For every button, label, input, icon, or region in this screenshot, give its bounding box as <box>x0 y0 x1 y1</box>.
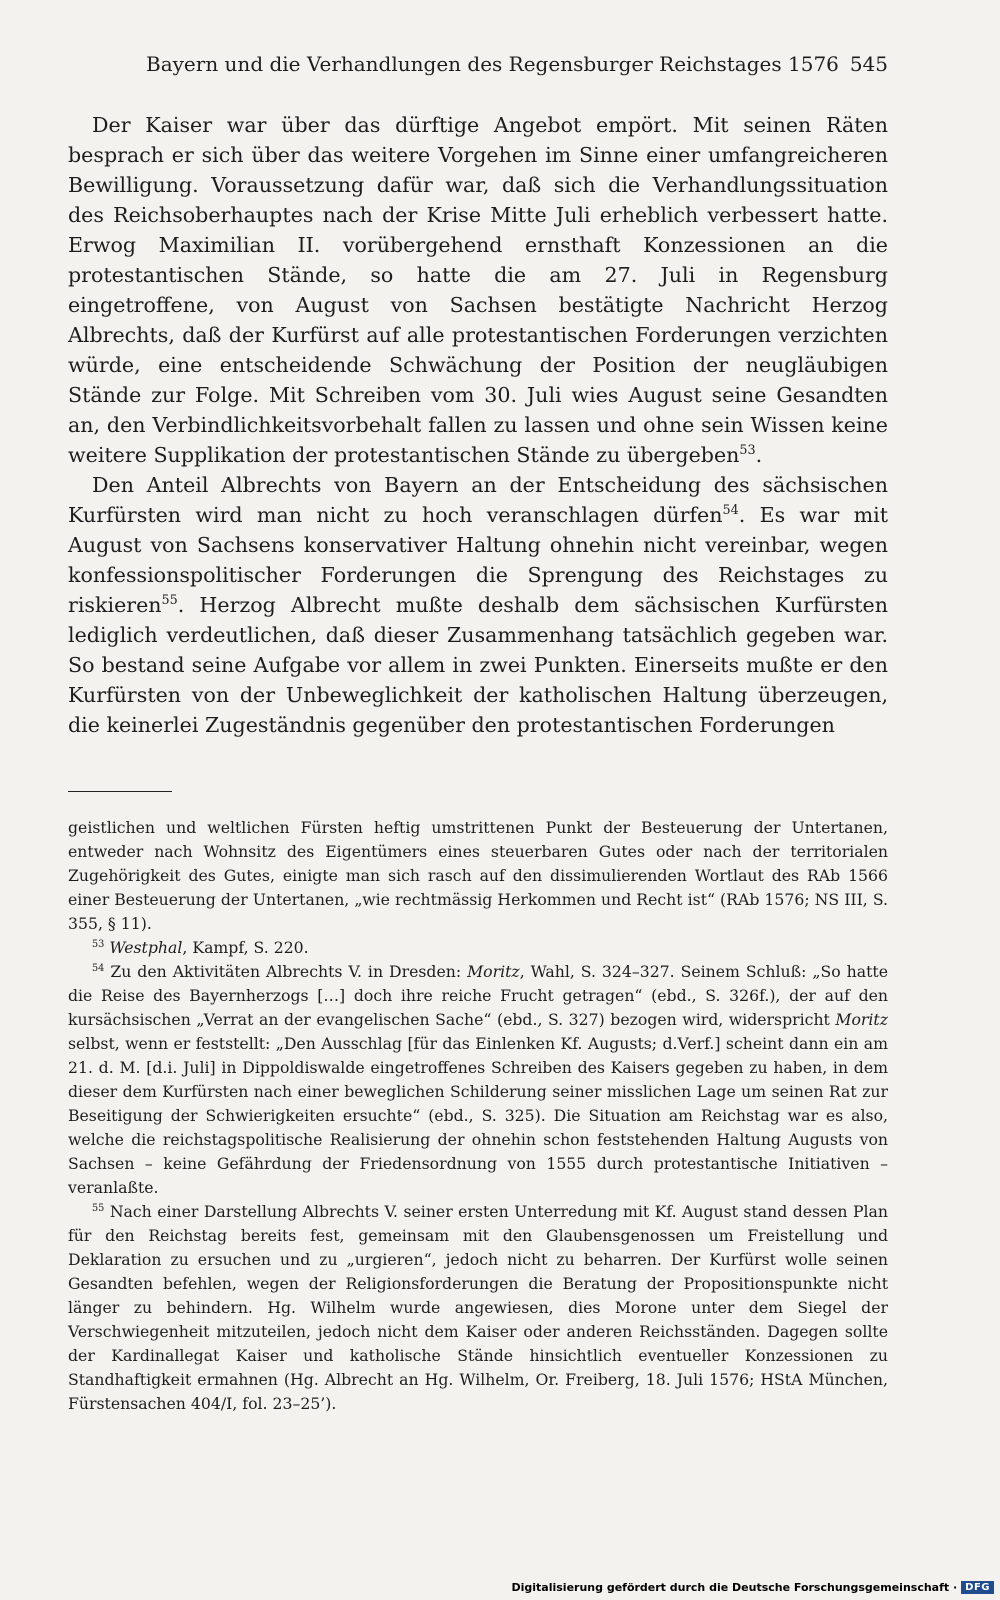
paragraph-2-text-b: . Es war mit August von Sachsens konservativer Haltung ohnehin nicht vereinbar, wegen konfessionspolitischer Forderungen die Sprengung des Reichstages zu riskieren <box>68 503 888 617</box>
paragraph-2-text-c: . Herzog Albrecht mußte deshalb dem sächsischen Kurfürsten lediglich verdeutlichen, daß dieser Zusammenhang tatsächlich gegeben war. So bestand seine Aufgabe vor allem in zwei Punkten. Einerseits mußte er den Kurfürsten von der Unbeweglichkeit der katholischen Haltung überzeugen, die keinerlei Zugeständnis gegenüber den protestantischen Forderungen <box>68 593 888 737</box>
digitization-text: Digitalisierung gefördert durch die Deutsche Forschungsgemeinschaft · <box>511 1581 958 1594</box>
footnote-54-text-a: Zu den Aktivitäten Albrechts V. in Dresden: <box>110 962 468 981</box>
footnote-ref-53[interactable]: 53 <box>739 443 756 459</box>
footnote-55 <box>68 1200 888 1416</box>
paragraph-2-text-a: Den Anteil Albrechts von Bayern an der Entscheidung des sächsischen Kurfürsten wird man nicht zu hoch veranschlagen dürfen <box>68 473 888 527</box>
footnote-continuation: geistlichen und weltlichen Fürsten heftig umstrittenen Punkt der Besteuerung der Untertanen, entweder nach Wohnsitz des Eigentümers eines steuerbaren Gutes oder nach der territorialen Zugehörigkeit des Gutes, einigte man sich rasch auf den dissimulierenden Wortlaut des RAb 1566 einer Besteuerung der Untertanen, „wie rechtmässig Herkommen und Recht ist“ (RAb 1576; NS III, S. 355, § 11). <box>68 818 888 933</box>
paragraph-1-text: Der Kaiser war über das dürftige Angebot empört. Mit seinen Räten besprach er sich über das weitere Vorgehen im Sinne einer umfangreicheren Bewilligung. Voraussetzung dafür war, daß sich die Verhandlungssituation des Reichsoberhauptes nach der Krise Mitte Juli erheblich verbessert hatte. Erwog Maximilian II. vorübergehend ernsthaft Konzessionen an die protestantischen Stände, so hatte die am 27. Juli in Regensburg eingetroffene, von August von Sachsen bestätigte Nachricht Herzog Albrechts, daß der Kurfürst auf alle protestantischen Forderungen verzichten würde, eine entscheidende Schwächung der Position der neugläubigen Stände zur Folge. Mit Schreiben vom 30. Juli wies August seine Gesandten an, den Verbindlichkeitsvorbehalt fallen zu lassen und ohne sein Wissen keine weitere Supplikation der protestantischen Stände zu übergeben <box>68 113 888 467</box>
footnotes <box>68 816 888 1416</box>
running-title: Bayern und die Verhandlungen des Regensburger Reichstages 1576 <box>146 52 839 76</box>
digitization-notice <box>511 1581 994 1594</box>
footnote-54-author-2: Moritz <box>835 1010 888 1029</box>
paragraph-2 <box>68 470 888 740</box>
page-number: 545 <box>849 52 888 76</box>
footnote-53 <box>68 936 888 960</box>
footnote-ref-54[interactable]: 54 <box>722 503 739 519</box>
footnote-54 <box>68 960 888 1200</box>
footnote-number-55: 55 <box>92 1202 105 1214</box>
footnote-54-text-c: selbst, wenn er feststellt: „Den Ausschlag [für das Einlenken Kf. Augusts; d.Verf.] scheint dann ein am 21. d. M. [d.i. Juli] in Dippoldiswalde eingetroffenes Schreiben des Kaisers gegeben zu haben, in dem dieser dem Kurfürsten nach einer beweglichen Schilderung seiner misslichen Lage um seinen Rat zur Beseitigung der Schwierigkeiten ersuchte“ (ebd., S. 325). Die Situation am Reichstag war es also, welche die reichstagspolitische Realisierung der ohnehin schon feststehenden Haltung Augusts von Sachsen – keine Gefährdung der Friedensordnung von 1555 durch protestantische Initiativen – veranlaßte. <box>68 1034 888 1197</box>
footnote-ref-55[interactable]: 55 <box>161 593 178 609</box>
footnote-divider <box>68 791 172 792</box>
footnote-55-text: Nach einer Darstellung Albrechts V. seiner ersten Unterredung mit Kf. August stand dessen Plan für den Reichstag bereits fest, gemeinsam mit den Glaubensgenossen um Freistellung und Deklaration zu ersuchen und zu „urgieren“, jedoch nicht zu beharren. Der Kurfürst wolle seinen Gesandten befehlen, wegen der Religionsforderungen die Beratung der Propositionspunkte nicht länger zu behindern. Hg. Wilhelm wurde angewiesen, dies Morone unter dem Siegel der Verschwiegenheit mitzuteilen, jedoch nicht dem Kaiser oder anderen Reichsständen. Dagegen sollte der Kardinallegat Kaiser und katholische Stände hinsichtlich eventueller Konzessionen zu Standhaftigkeit ermahnen (Hg. Albrecht an Hg. Wilhelm, Or. Freiberg, 18. Juli 1576; HStA München, Fürstensachen 404/I, fol. 23–25’). <box>68 1202 888 1413</box>
footnote-54-author-1: Moritz <box>467 962 520 981</box>
footnote-53-text: , Kampf, S. 220. <box>182 938 309 957</box>
paragraph-1-end: . <box>755 443 763 467</box>
dfg-logo-icon: DFG <box>961 1581 994 1594</box>
footnote-number-54: 54 <box>92 962 105 974</box>
main-text <box>68 110 888 740</box>
footnote-54-text-b: , Wahl, S. 324–327. Seinem Schluß: „So hatte die Reise des Bayernherzogs […] doch ihre reiche Frucht getragen“ (ebd., S. 326f.), der auf den kursächsischen „Verrat an der evangelischen Sache“ (ebd., S. 327) bezogen wird, widerspricht <box>68 962 888 1029</box>
footnote-53-author: Westphal <box>109 938 183 957</box>
paragraph-1 <box>68 110 888 470</box>
footnote-number-53: 53 <box>92 938 105 950</box>
